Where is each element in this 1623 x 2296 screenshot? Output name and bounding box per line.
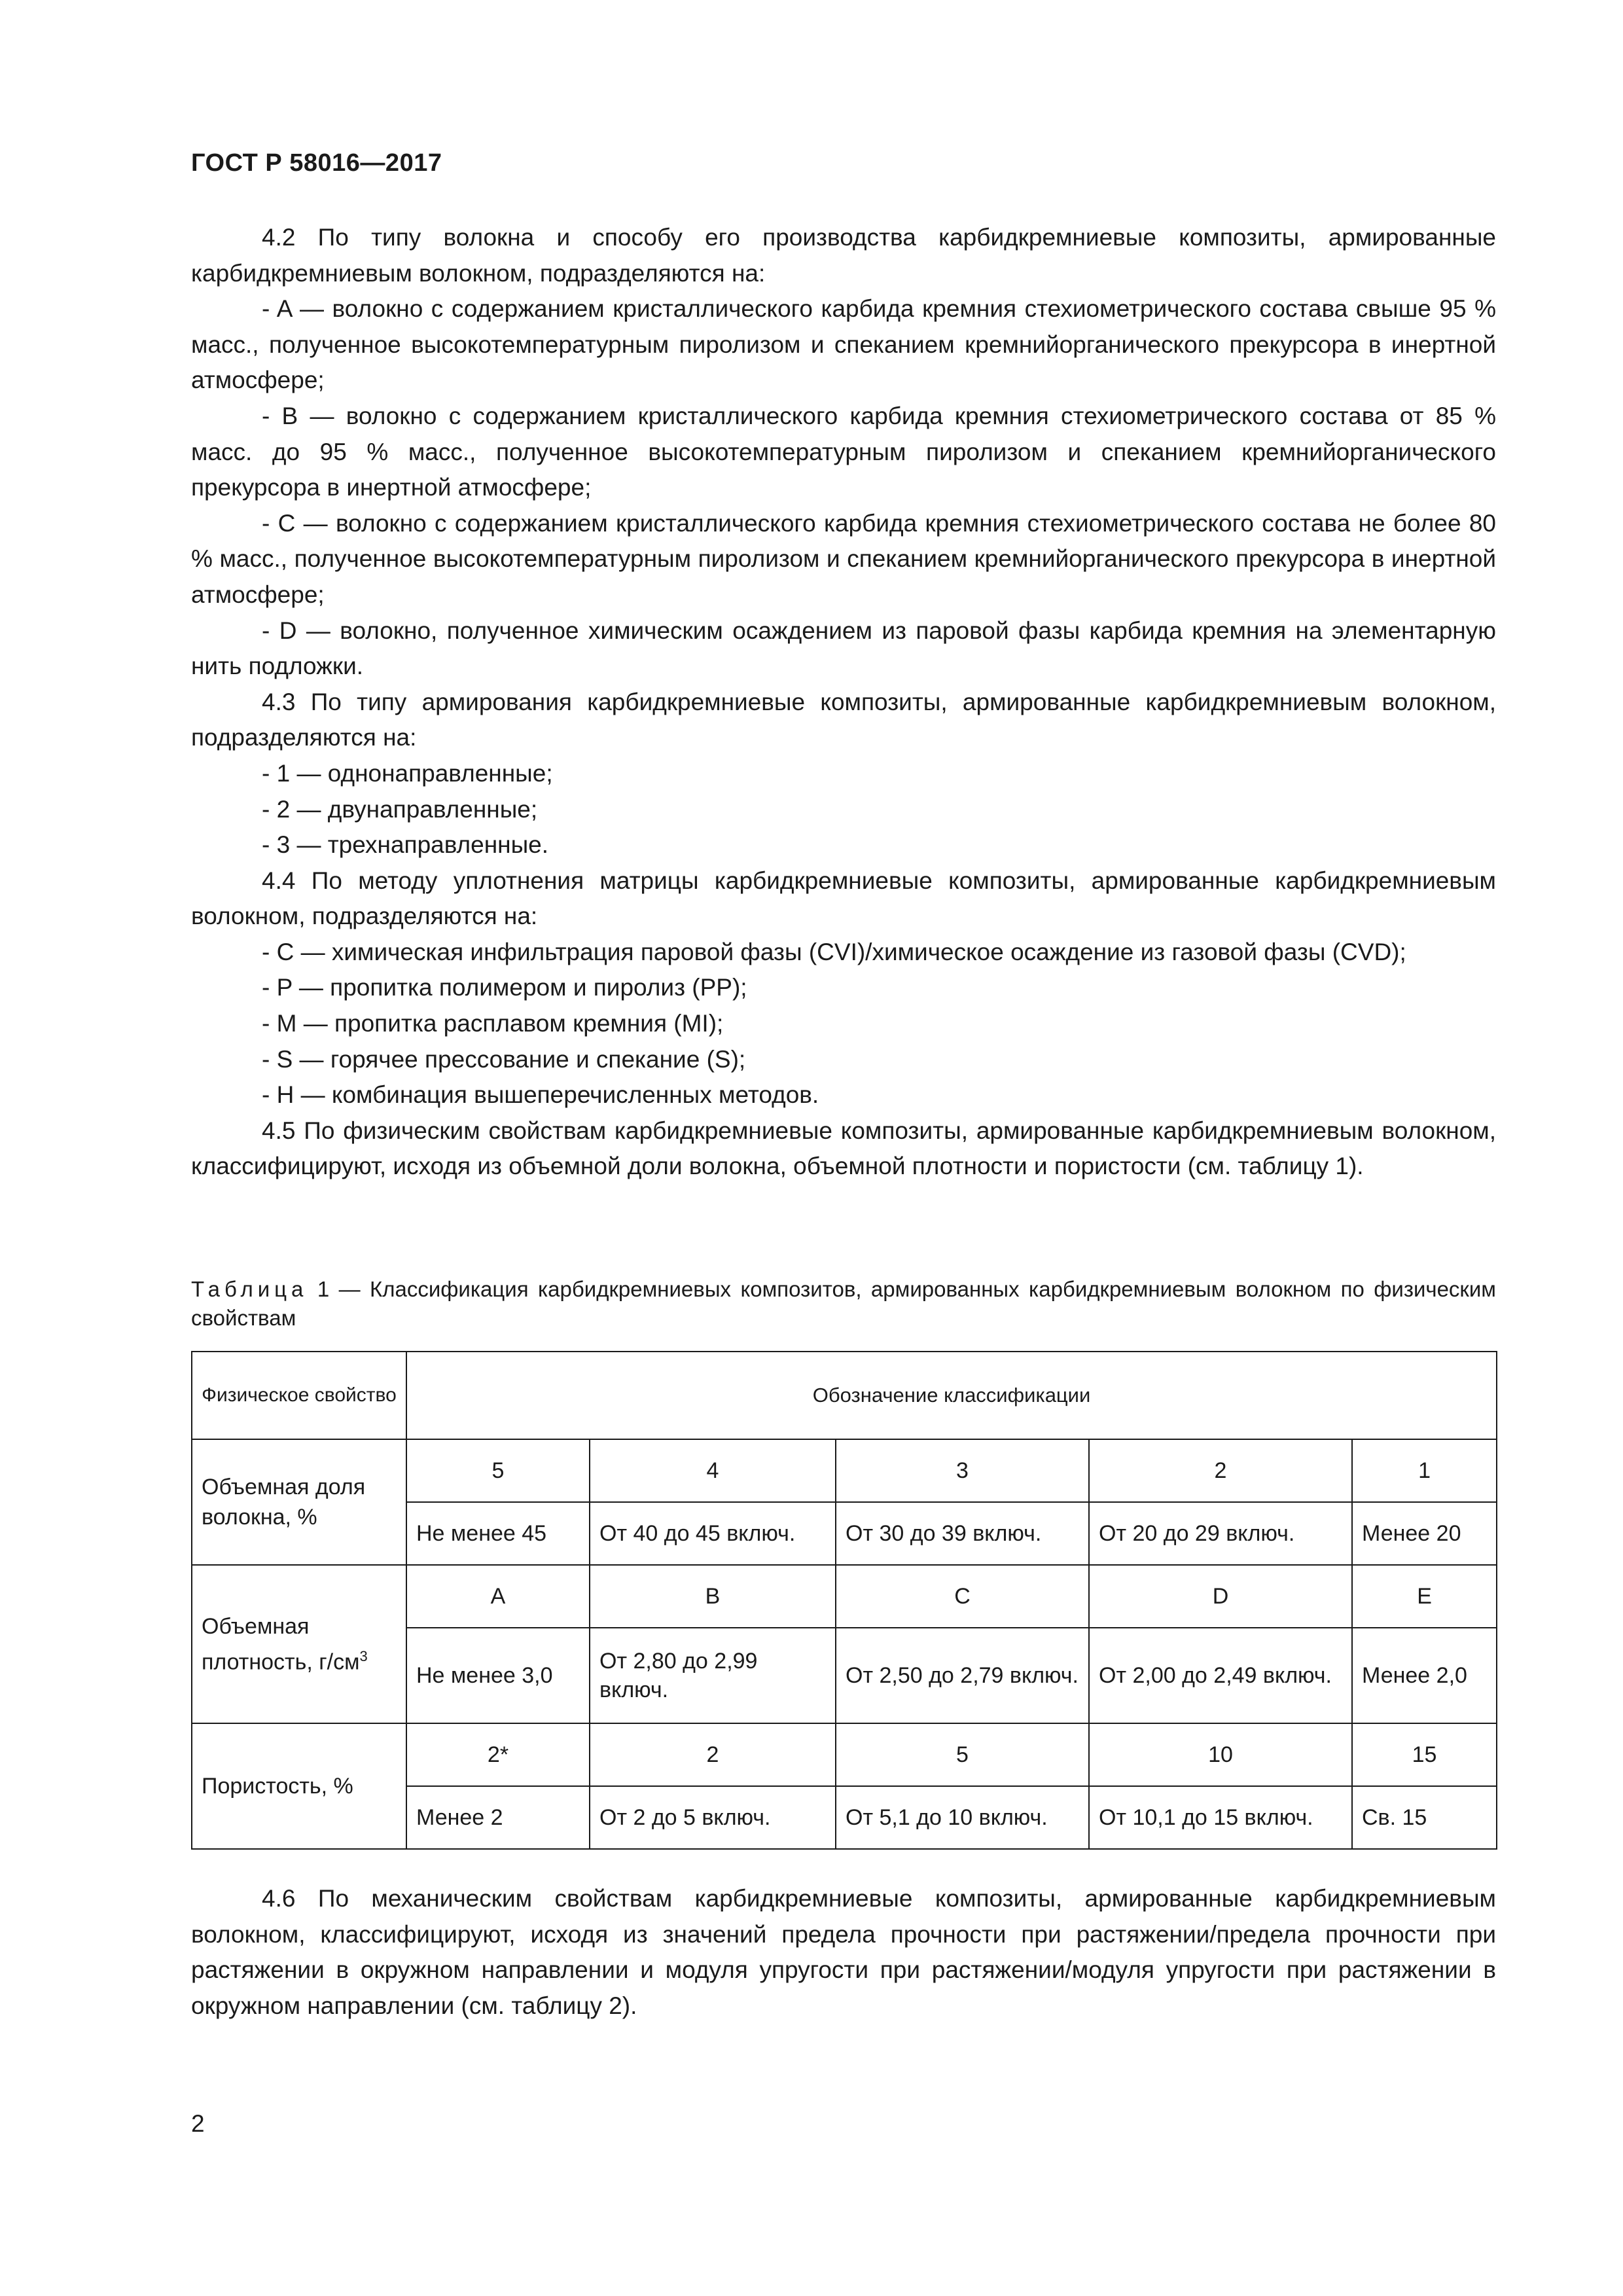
list-item-b: - B — волокно с содержанием кристаллического карбида кремния стехиометрического состава от 85 % масс. до 95 % масс., полученное высокотемпературным пиролизом и спеканием кремнийорганического прекурсора в инертной атмосфере; [191, 402, 1496, 501]
body-text [191, 220, 1496, 1185]
code-cell: 4 [590, 1439, 836, 1502]
list-item-p: - P — пропитка полимером и пиролиз (PP); [262, 974, 747, 1001]
code-cell: 5 [406, 1439, 590, 1502]
value-cell: Св. 15 [1352, 1786, 1497, 1849]
code-cell: 3 [836, 1439, 1089, 1502]
table-caption [191, 1275, 1496, 1333]
code-cell: A [406, 1565, 590, 1628]
classification-table [191, 1351, 1497, 1850]
paragraph-4-6: 4.6 По механическим свойствам карбидкремниевые композиты, армированные карбидкремниевым волокном, классифицируют, исходя из значений предела прочности при растяжении/предела прочности при растяжении в окружном направлении и модуля упругости при растяжении/модуля упругости при растяжении в окружном направлении (см. таблицу 2). [191, 1885, 1496, 2019]
property-cell: Объемная доля волокна, % [192, 1439, 406, 1565]
value-cell: От 5,1 до 10 включ. [836, 1786, 1089, 1849]
code-cell: B [590, 1565, 836, 1628]
paragraph-4-2: 4.2 По типу волокна и способу его производства карбидкремниевые композиты, армированные карбидкремниевым волокном, подразделяются на: [191, 224, 1496, 287]
value-cell: Менее 2 [406, 1786, 590, 1849]
code-cell: 15 [1352, 1723, 1497, 1786]
property-cell: Пористость, % [192, 1723, 406, 1849]
table-row [192, 1439, 1497, 1502]
table-row [192, 1723, 1497, 1786]
list-item-2: - 2 — двунаправленные; [262, 795, 538, 823]
value-cell: Менее 2,0 [1352, 1628, 1497, 1723]
table-caption-label: Таблица [191, 1277, 308, 1301]
code-cell: 1 [1352, 1439, 1497, 1502]
paragraph-4-4: 4.4 По методу уплотнения матрицы карбидкремниевые композиты, армированные карбидкремниевым волокном, подразделяются на: [191, 867, 1496, 930]
after-table-text [191, 1881, 1496, 2024]
code-cell: C [836, 1565, 1089, 1628]
value-cell: От 2,00 до 2,49 включ. [1089, 1628, 1352, 1723]
code-cell: 2* [406, 1723, 590, 1786]
list-item-h: - H — комбинация вышеперечисленных методов. [262, 1081, 819, 1109]
list-item-c-cvi: - C — химическая инфильтрация паровой фазы (CVI)/химическое осаждение из газовой фазы (CVD); [262, 938, 1406, 965]
table-caption-text: 1 — Классификация карбидкремниевых композитов, армированных карбидкремниевым волокном по физическим свойствам [191, 1277, 1496, 1330]
value-cell: От 2,50 до 2,79 включ. [836, 1628, 1089, 1723]
value-cell: От 2 до 5 включ. [590, 1786, 836, 1849]
list-item-s: - S — горячее прессование и спекание (S); [262, 1045, 746, 1073]
list-item-c: - C — волокно с содержанием кристаллического карбида кремния стехиометрического состава не более 80 % масс., полученное высокотемпературным пиролизом и спеканием кремнийорганического прекурсора в инертной атмосфере; [191, 509, 1496, 608]
list-item-1: - 1 — однонаправленные; [262, 759, 553, 787]
table-row [192, 1565, 1497, 1628]
value-cell: Менее 20 [1352, 1502, 1497, 1565]
code-cell: 2 [1089, 1439, 1352, 1502]
value-cell: От 10,1 до 15 включ. [1089, 1786, 1352, 1849]
page-number: 2 [191, 2110, 205, 2137]
code-cell: 5 [836, 1723, 1089, 1786]
value-cell: От 2,80 до 2,99 включ. [590, 1628, 836, 1723]
value-cell: Не менее 3,0 [406, 1628, 590, 1723]
header-classification: Обозначение классификации [406, 1352, 1497, 1439]
property-label: Объемная плотность, г/см [202, 1613, 360, 1675]
paragraph-4-5: 4.5 По физическим свойствам карбидкремниевые композиты, армированные карбидкремниевым волокном, классифицируют, исходя из объемной доли волокна, объемной плотности и пористости (см. таблицу 1). [191, 1117, 1496, 1180]
document-code: ГОСТ Р 58016—2017 [191, 149, 442, 177]
value-cell: От 20 до 29 включ. [1089, 1502, 1352, 1565]
property-cell [192, 1565, 406, 1723]
code-cell: E [1352, 1565, 1497, 1628]
list-item-3: - 3 — трехнаправленные. [262, 831, 549, 859]
table-header-row [192, 1352, 1497, 1439]
paragraph-4-3: 4.3 По типу армирования карбидкремниевые композиты, армированные карбидкремниевым волокном, подразделяются на: [191, 688, 1496, 751]
list-item-a: - A — волокно с содержанием кристаллического карбида кремния стехиометрического состава свыше 95 % масс., полученное высокотемпературным пиролизом и спеканием кремнийорганического прекурсора в инертной атмосфере; [191, 295, 1496, 394]
header-property: Физическое свойство [192, 1352, 406, 1439]
property-superscript: 3 [359, 1647, 368, 1664]
code-cell: D [1089, 1565, 1352, 1628]
code-cell: 2 [590, 1723, 836, 1786]
value-cell: От 30 до 39 включ. [836, 1502, 1089, 1565]
value-cell: Не менее 45 [406, 1502, 590, 1565]
list-item-m: - M — пропитка расплавом кремния (MI); [262, 1010, 724, 1037]
value-cell: От 40 до 45 включ. [590, 1502, 836, 1565]
list-item-d: - D — волокно, полученное химическим осаждением из паровой фазы карбида кремния на элементарную нить подложки. [191, 617, 1496, 680]
code-cell: 10 [1089, 1723, 1352, 1786]
